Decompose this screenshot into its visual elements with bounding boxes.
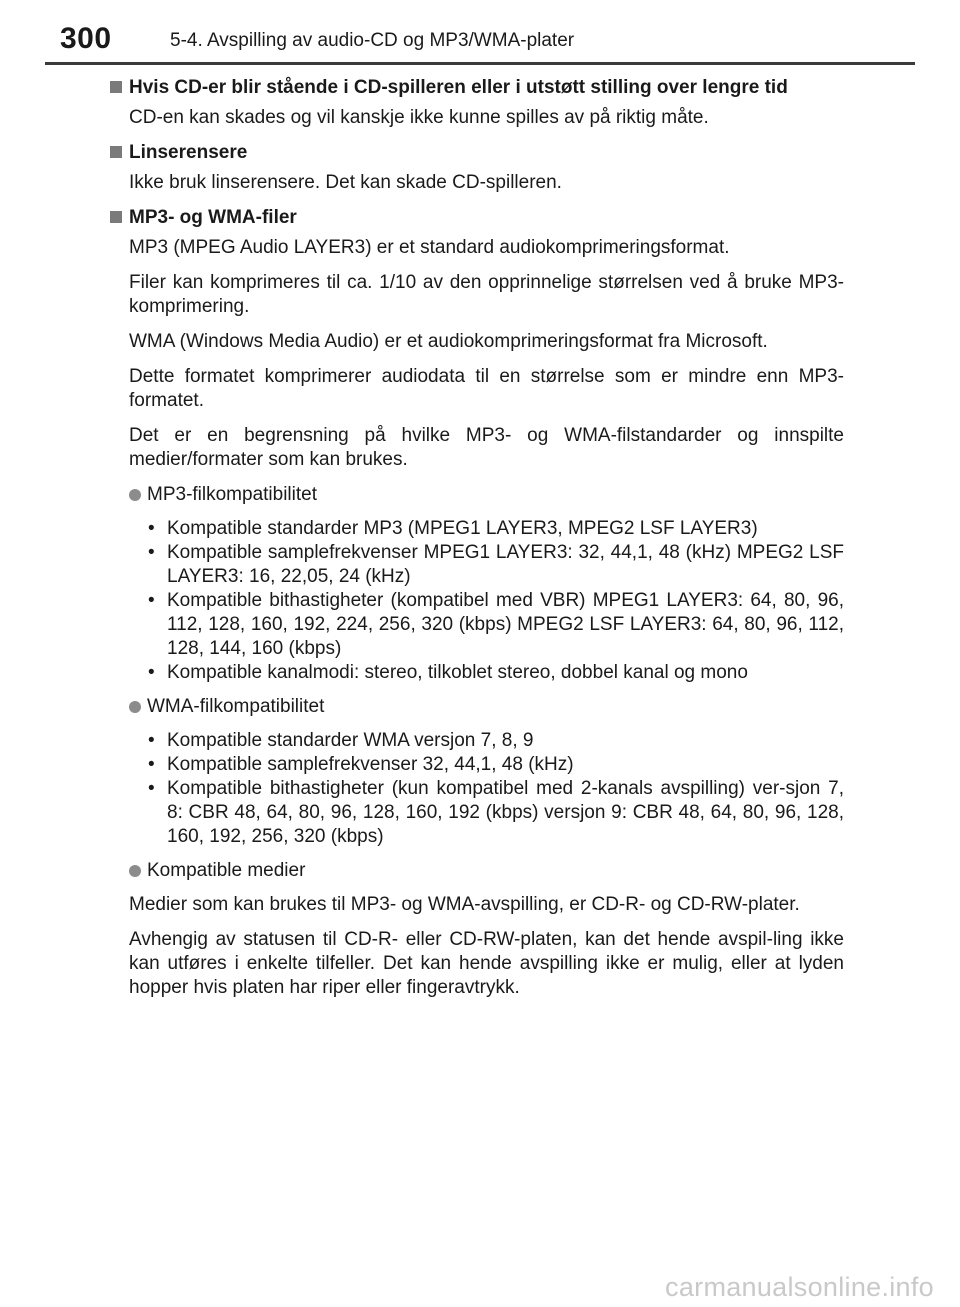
bullet-icon: •	[148, 662, 155, 683]
page-header	[0, 0, 960, 66]
paragraph: Avhengig av statusen til CD-R- eller CD-RW-platen, kan det hende avspil-ling ikke kan utføres i enkelte tilfeller. Det kan hende avspilling ikke er mulig, eller at lyden hopper hvis platen har riper eller fingeravtrykk.	[129, 929, 844, 998]
list-item	[147, 517, 844, 541]
list-item	[147, 777, 844, 849]
section-heading	[110, 141, 844, 165]
list-item-text: Kompatible samplefrekvenser MPEG1 LAYER3: 32, 44,1, 48 (kHz) MPEG2 LSF LAYER3: 16, 22,05, 24 (kHz)	[167, 542, 844, 587]
list-item-text: Kompatible bithastigheter (kompatibel med VBR) MPEG1 LAYER3: 64, 80, 96, 112, 128, 160, 192, 224, 256, 320 (kbps) MPEG2 LSF LAYER3: 64, 80, 96, 112, 128, 144, 160 (kbps)	[167, 590, 844, 659]
circle-bullet-icon	[129, 489, 141, 501]
paragraph: Filer kan komprimeres til ca. 1/10 av den opprinnelige størrelsen ved å bruke MP3-komprimering.	[129, 272, 844, 317]
subsection-heading	[129, 859, 844, 883]
bullet-icon: •	[148, 778, 155, 799]
paragraph: Det er en begrensning på hvilke MP3- og WMA-filstandarder og innspilte medier/formater som kan brukes.	[129, 425, 844, 470]
paragraph: Dette formatet komprimerer audiodata til en størrelse som er mindre enn MP3-formatet.	[129, 366, 844, 411]
list-item	[147, 541, 844, 589]
section-heading-text: MP3- og WMA-filer	[129, 207, 297, 228]
subsection-heading	[129, 695, 844, 719]
page-number: 300	[60, 22, 112, 55]
header-rule	[45, 62, 915, 65]
section-heading-text: Hvis CD-er blir stående i CD-spilleren eller i utstøtt stilling over lengre tid	[129, 77, 788, 98]
section-heading	[110, 76, 844, 100]
list-item-text: Kompatible bithastigheter (kun kompatibel med 2-kanals avspilling) ver-sjon 7, 8: CBR 48, 64, 80, 96, 128, 160, 192 (kbps) versjon 9: CBR 48, 64, 80, 96, 128, 160, 192, 256, 320 (kbps)	[167, 778, 844, 847]
paragraph: Medier som kan brukes til MP3- og WMA-avspilling, er CD-R- og CD-RW-plater.	[129, 894, 800, 915]
list-item	[147, 729, 844, 753]
bullet-list	[147, 729, 844, 849]
list-item	[147, 753, 844, 777]
bullet-icon: •	[148, 590, 155, 611]
list-item-text: Kompatible standarder WMA versjon 7, 8, 9	[167, 730, 534, 751]
circle-bullet-icon	[129, 701, 141, 713]
subsection-heading-text: WMA-filkompatibilitet	[147, 696, 325, 717]
circle-bullet-icon	[129, 865, 141, 877]
paragraph: MP3 (MPEG Audio LAYER3) er et standard audiokomprimeringsformat.	[129, 237, 730, 258]
bullet-list	[147, 517, 844, 685]
list-item	[147, 661, 844, 685]
subsection-heading-text: Kompatible medier	[147, 860, 306, 881]
section-heading-text: Linserensere	[129, 142, 248, 163]
subsection-heading	[129, 483, 844, 507]
subsection-heading-text: MP3-filkompatibilitet	[147, 484, 317, 505]
square-bullet-icon	[110, 81, 122, 93]
list-item	[147, 589, 844, 661]
list-item-text: Kompatible samplefrekvenser 32, 44,1, 48 (kHz)	[167, 754, 574, 775]
page-content	[110, 76, 844, 1011]
bullet-icon: •	[148, 730, 155, 751]
paragraph: CD-en kan skades og vil kanskje ikke kunne spilles av på riktig måte.	[129, 107, 709, 128]
chapter-title: 5-4. Avspilling av audio-CD og MP3/WMA-plater	[170, 30, 575, 51]
watermark: carmanualsonline.info	[665, 1272, 934, 1302]
bullet-icon: •	[148, 542, 155, 563]
bullet-icon: •	[148, 754, 155, 775]
bullet-icon: •	[148, 518, 155, 539]
square-bullet-icon	[110, 211, 122, 223]
paragraph: Ikke bruk linserensere. Det kan skade CD-spilleren.	[129, 172, 562, 193]
paragraph: WMA (Windows Media Audio) er et audiokomprimeringsformat fra Microsoft.	[129, 331, 768, 352]
section-heading	[110, 206, 844, 230]
list-item-text: Kompatible standarder MP3 (MPEG1 LAYER3, MPEG2 LSF LAYER3)	[167, 518, 758, 539]
list-item-text: Kompatible kanalmodi: stereo, tilkoblet stereo, dobbel kanal og mono	[167, 662, 748, 683]
square-bullet-icon	[110, 146, 122, 158]
